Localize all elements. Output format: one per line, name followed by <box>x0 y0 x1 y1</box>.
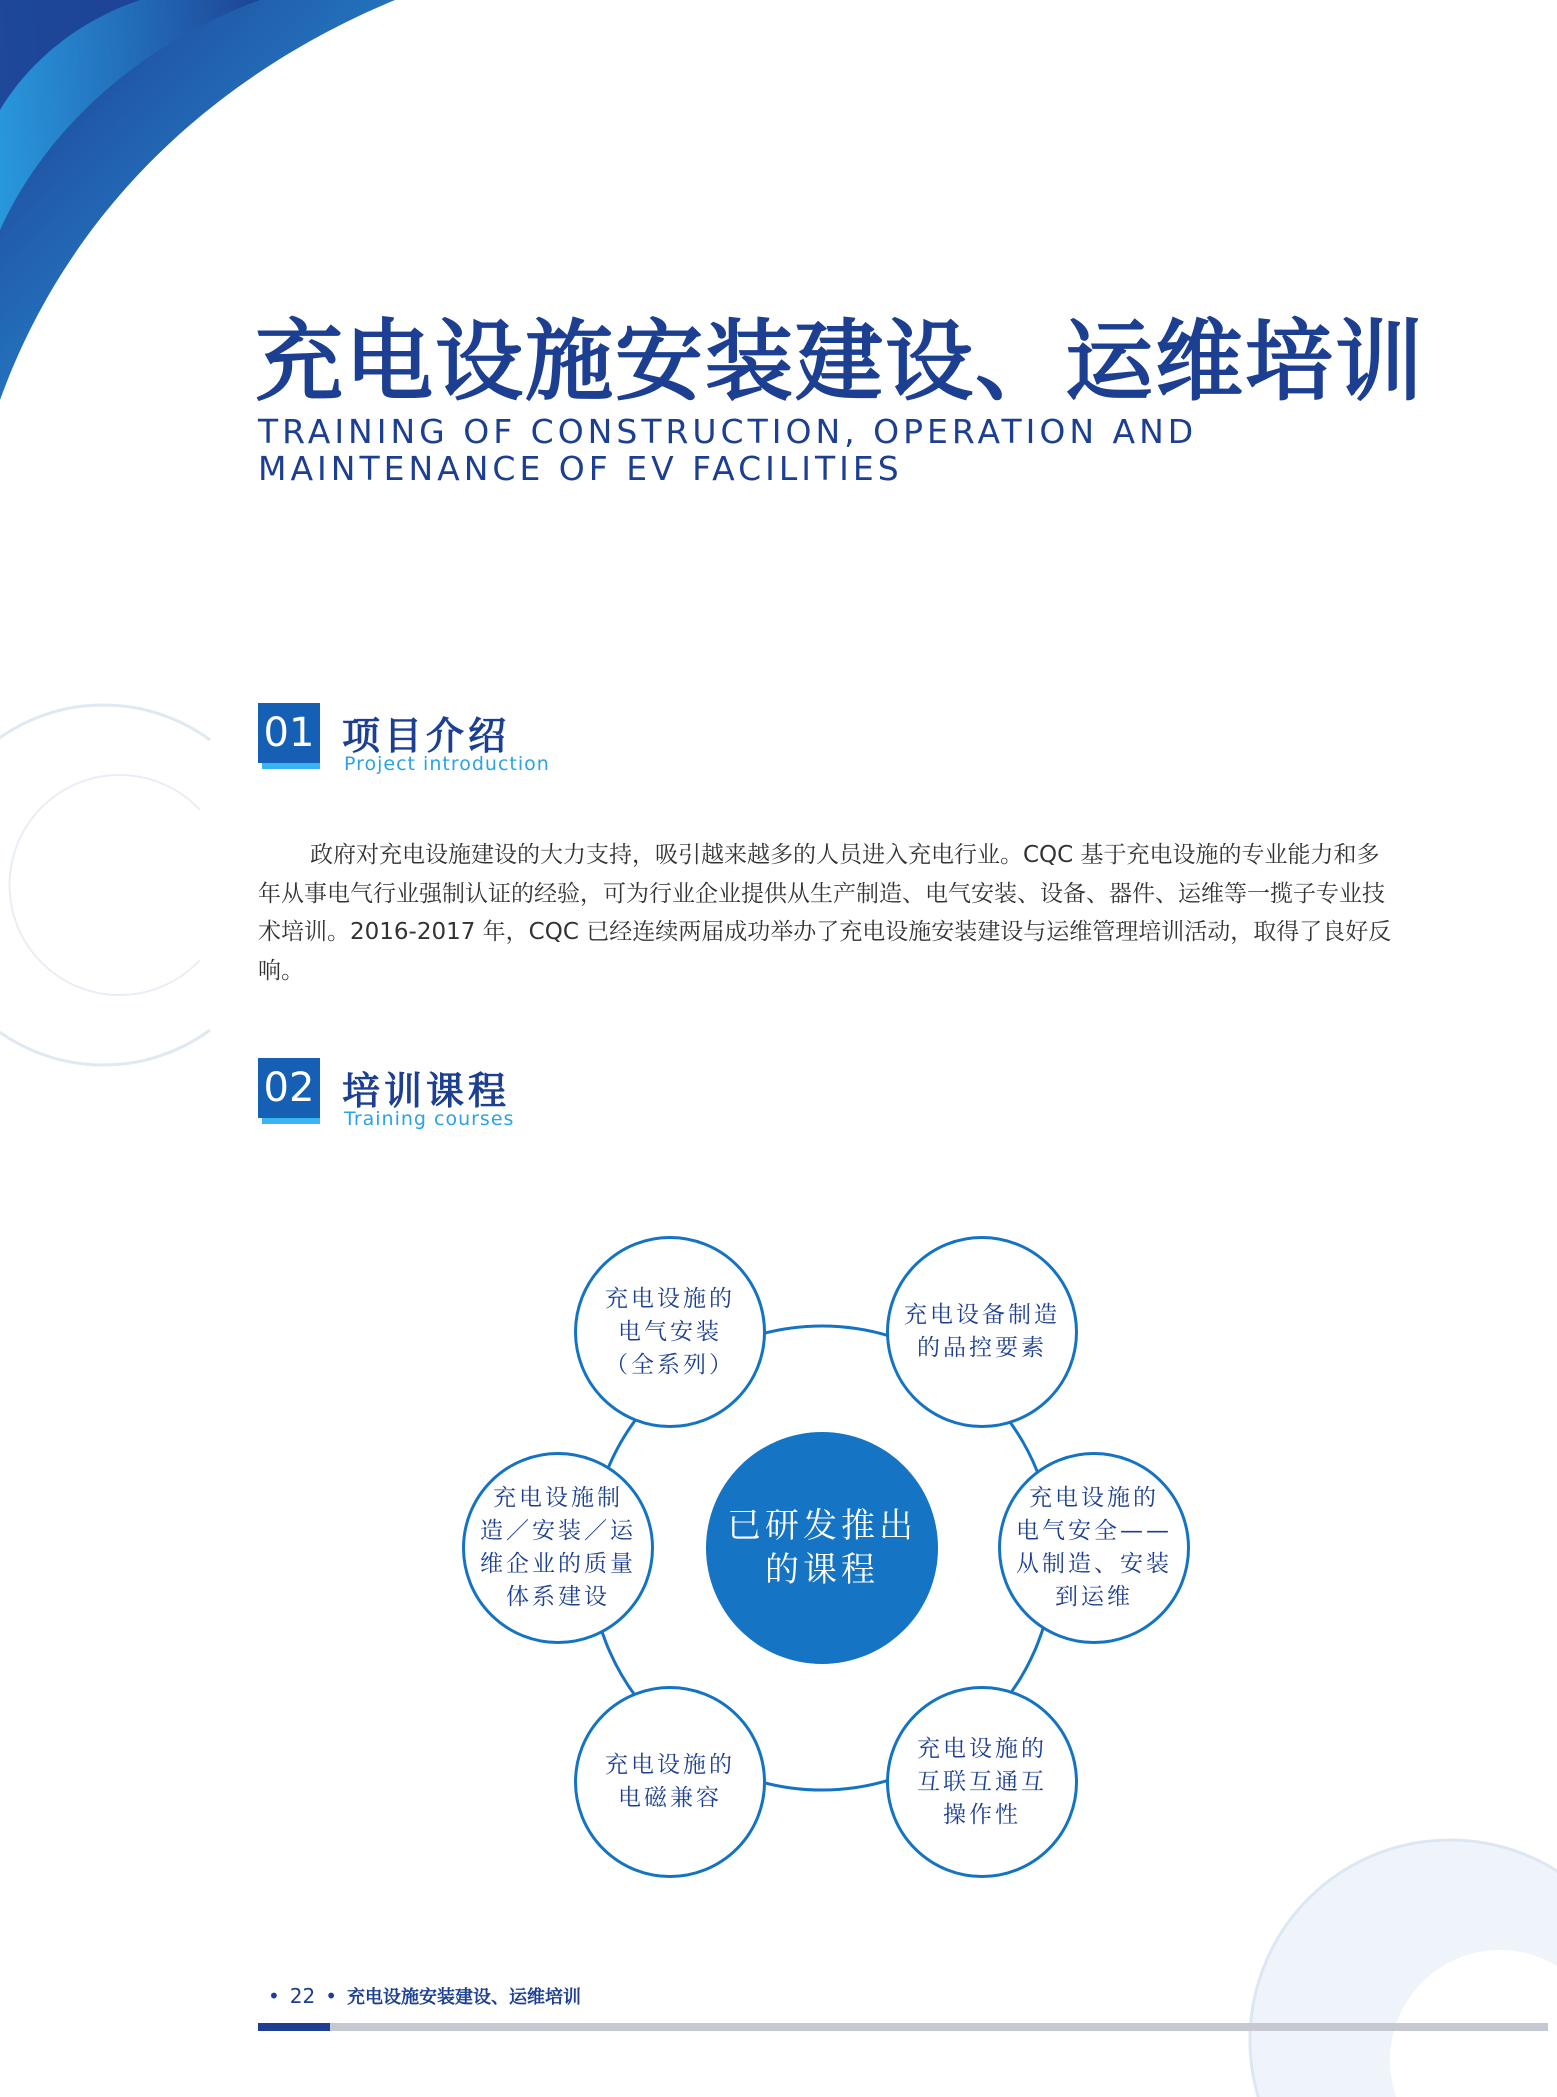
section-number: 02 <box>258 1058 320 1118</box>
subtitle-line-2: MAINTENANCE OF EV FACILITIES <box>258 449 903 488</box>
page-number: 22 <box>289 1984 316 2008</box>
course-node-electrical-safety <box>998 1452 1190 1644</box>
diagram-center-circle: 已研发推出 的课程 <box>706 1432 938 1664</box>
course-node-label: 充电设施的 互联互通互 操作性 <box>917 1735 1047 1828</box>
page-title: 充电设施安装建设、运维培训 <box>255 310 1426 413</box>
course-node-quality-system <box>462 1452 654 1644</box>
footer-bullet: • <box>325 1984 338 2008</box>
course-node-label: 充电设施的 电气安装 （全系列） <box>605 1285 735 1378</box>
section-title-en: Project introduction <box>344 753 550 775</box>
course-node-label: 充电设施制 造／安装／运 维企业的质量 体系建设 <box>480 1485 636 1610</box>
section-number: 01 <box>258 703 320 763</box>
footer-bullet: • <box>268 1984 280 2008</box>
section-title-en: Training courses <box>344 1108 515 1130</box>
section-title-cn: 项目介绍 <box>342 714 511 758</box>
course-node-label: 充电设备制造 的品控要素 <box>904 1302 1060 1361</box>
course-node-emc <box>574 1686 766 1878</box>
page-footer <box>258 1983 581 2009</box>
section-title-cn: 培训课程 <box>342 1069 511 1113</box>
course-node-electrical-installation <box>574 1236 766 1428</box>
course-node-manufacturing-quality <box>886 1236 1078 1428</box>
course-node-label: 充电设施的 电磁兼容 <box>605 1752 735 1811</box>
subtitle-line-1: TRAINING OF CONSTRUCTION, OPERATION AND <box>258 412 1198 451</box>
footer-rule-accent <box>258 2023 330 2031</box>
course-node-label: 充电设施的 电气安全—— 从制造、安装 到运维 <box>1016 1485 1172 1610</box>
intro-paragraph: 政府对充电设施建设的大力支持，吸引越来越多的人员进入充电行业。CQC 基于充电设施的专业能力和多年从事电气行业强制认证的经验，可为行业企业提供从生产制造、电气安装、设备、器件、运维等一揽子专业技术培训。2016-2017 年，CQC 已经连续两届成功举办了充电设施安装建设与运维管理培训活动，取得了良好反响。 <box>258 842 1392 984</box>
footer-rule <box>258 2023 1548 2031</box>
course-node-interoperability <box>886 1686 1078 1878</box>
footer-text: 充电设施安装建设、运维培训 <box>347 1987 582 2008</box>
